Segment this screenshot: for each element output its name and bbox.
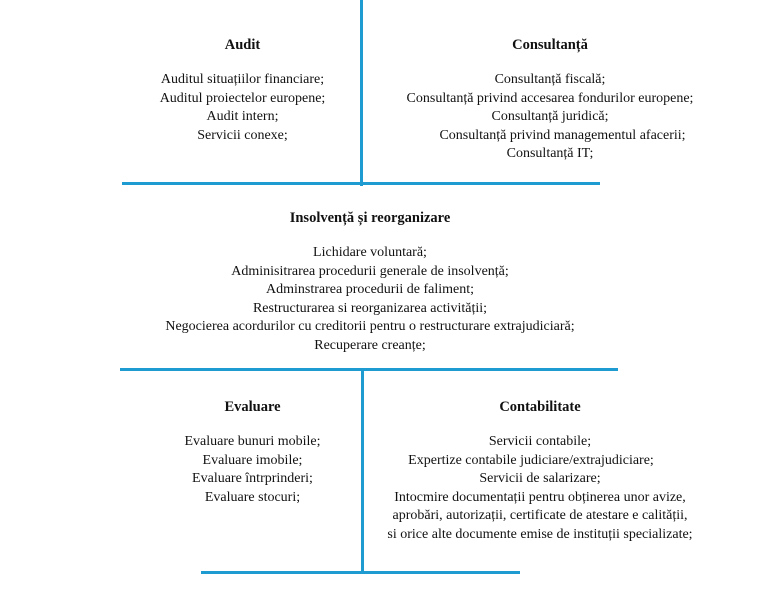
list-item: Consultanță fiscală; bbox=[494, 72, 606, 87]
top-horizontal-divider bbox=[122, 182, 600, 185]
section-contabilitate bbox=[370, 398, 710, 544]
bottom-vertical-divider bbox=[361, 369, 364, 574]
section-evaluare bbox=[160, 398, 345, 507]
list-item: Consultanță juridică; bbox=[491, 109, 609, 124]
list-item: Intocmire documentații pentru obținerea unor avize, bbox=[394, 489, 686, 505]
list-item: Consultanță privind accesarea fondurilor europene; bbox=[406, 90, 694, 106]
list-item: Servicii de salarizare; bbox=[479, 471, 601, 486]
list-item: Evaluare stocuri; bbox=[204, 489, 301, 505]
section-title: Evaluare bbox=[224, 399, 281, 415]
list-item: Auditul proiectelor europene; bbox=[159, 90, 326, 106]
list-item: Lichidare voluntară; bbox=[313, 245, 427, 260]
section-title: Contabilitate bbox=[499, 399, 581, 415]
section-consultanta bbox=[370, 36, 730, 164]
list-item: Expertize contabile judiciare/extrajudiciare; bbox=[408, 452, 654, 468]
list-item: Evaluare întrprinderi; bbox=[192, 471, 313, 486]
list-item: Audit intern; bbox=[206, 109, 279, 124]
list-item: Evaluare bunuri mobile; bbox=[184, 434, 321, 449]
list-item: Servicii conexe; bbox=[197, 127, 288, 143]
section-title: Insolvență și reorganizare bbox=[289, 210, 451, 226]
list-item: si orice alte documente emise de instituții specializate; bbox=[387, 526, 693, 542]
list-item: Adminisitrarea procedurii generale de insolvență; bbox=[231, 263, 509, 279]
list-item: Auditul situațiilor financiare; bbox=[160, 72, 325, 87]
list-item: Adminstrarea procedurii de faliment; bbox=[266, 282, 474, 297]
list-item: Restructurarea si reorganizarea activității; bbox=[252, 300, 488, 316]
bottom-horizontal-divider bbox=[201, 571, 520, 574]
list-item: aprobări, autorizații, certificate de atestare e calității, bbox=[392, 508, 688, 523]
middle-horizontal-divider bbox=[120, 368, 618, 371]
section-title: Consultanță bbox=[512, 37, 588, 53]
list-item: Servicii contabile; bbox=[488, 434, 592, 449]
list-item: Recuperare creanțe; bbox=[314, 337, 426, 353]
list-item: Negocierea acordurilor cu creditorii pentru o restructurare extrajudiciară; bbox=[165, 319, 575, 334]
section-audit bbox=[130, 36, 355, 145]
section-insolventa bbox=[120, 209, 620, 355]
section-title: Audit bbox=[224, 37, 261, 53]
list-item: Consultanță IT; bbox=[506, 146, 594, 161]
list-item: Evaluare imobile; bbox=[202, 452, 303, 468]
list-item: Consultanță privind managementul afacerii; bbox=[439, 127, 686, 143]
top-vertical-divider bbox=[360, 0, 363, 186]
